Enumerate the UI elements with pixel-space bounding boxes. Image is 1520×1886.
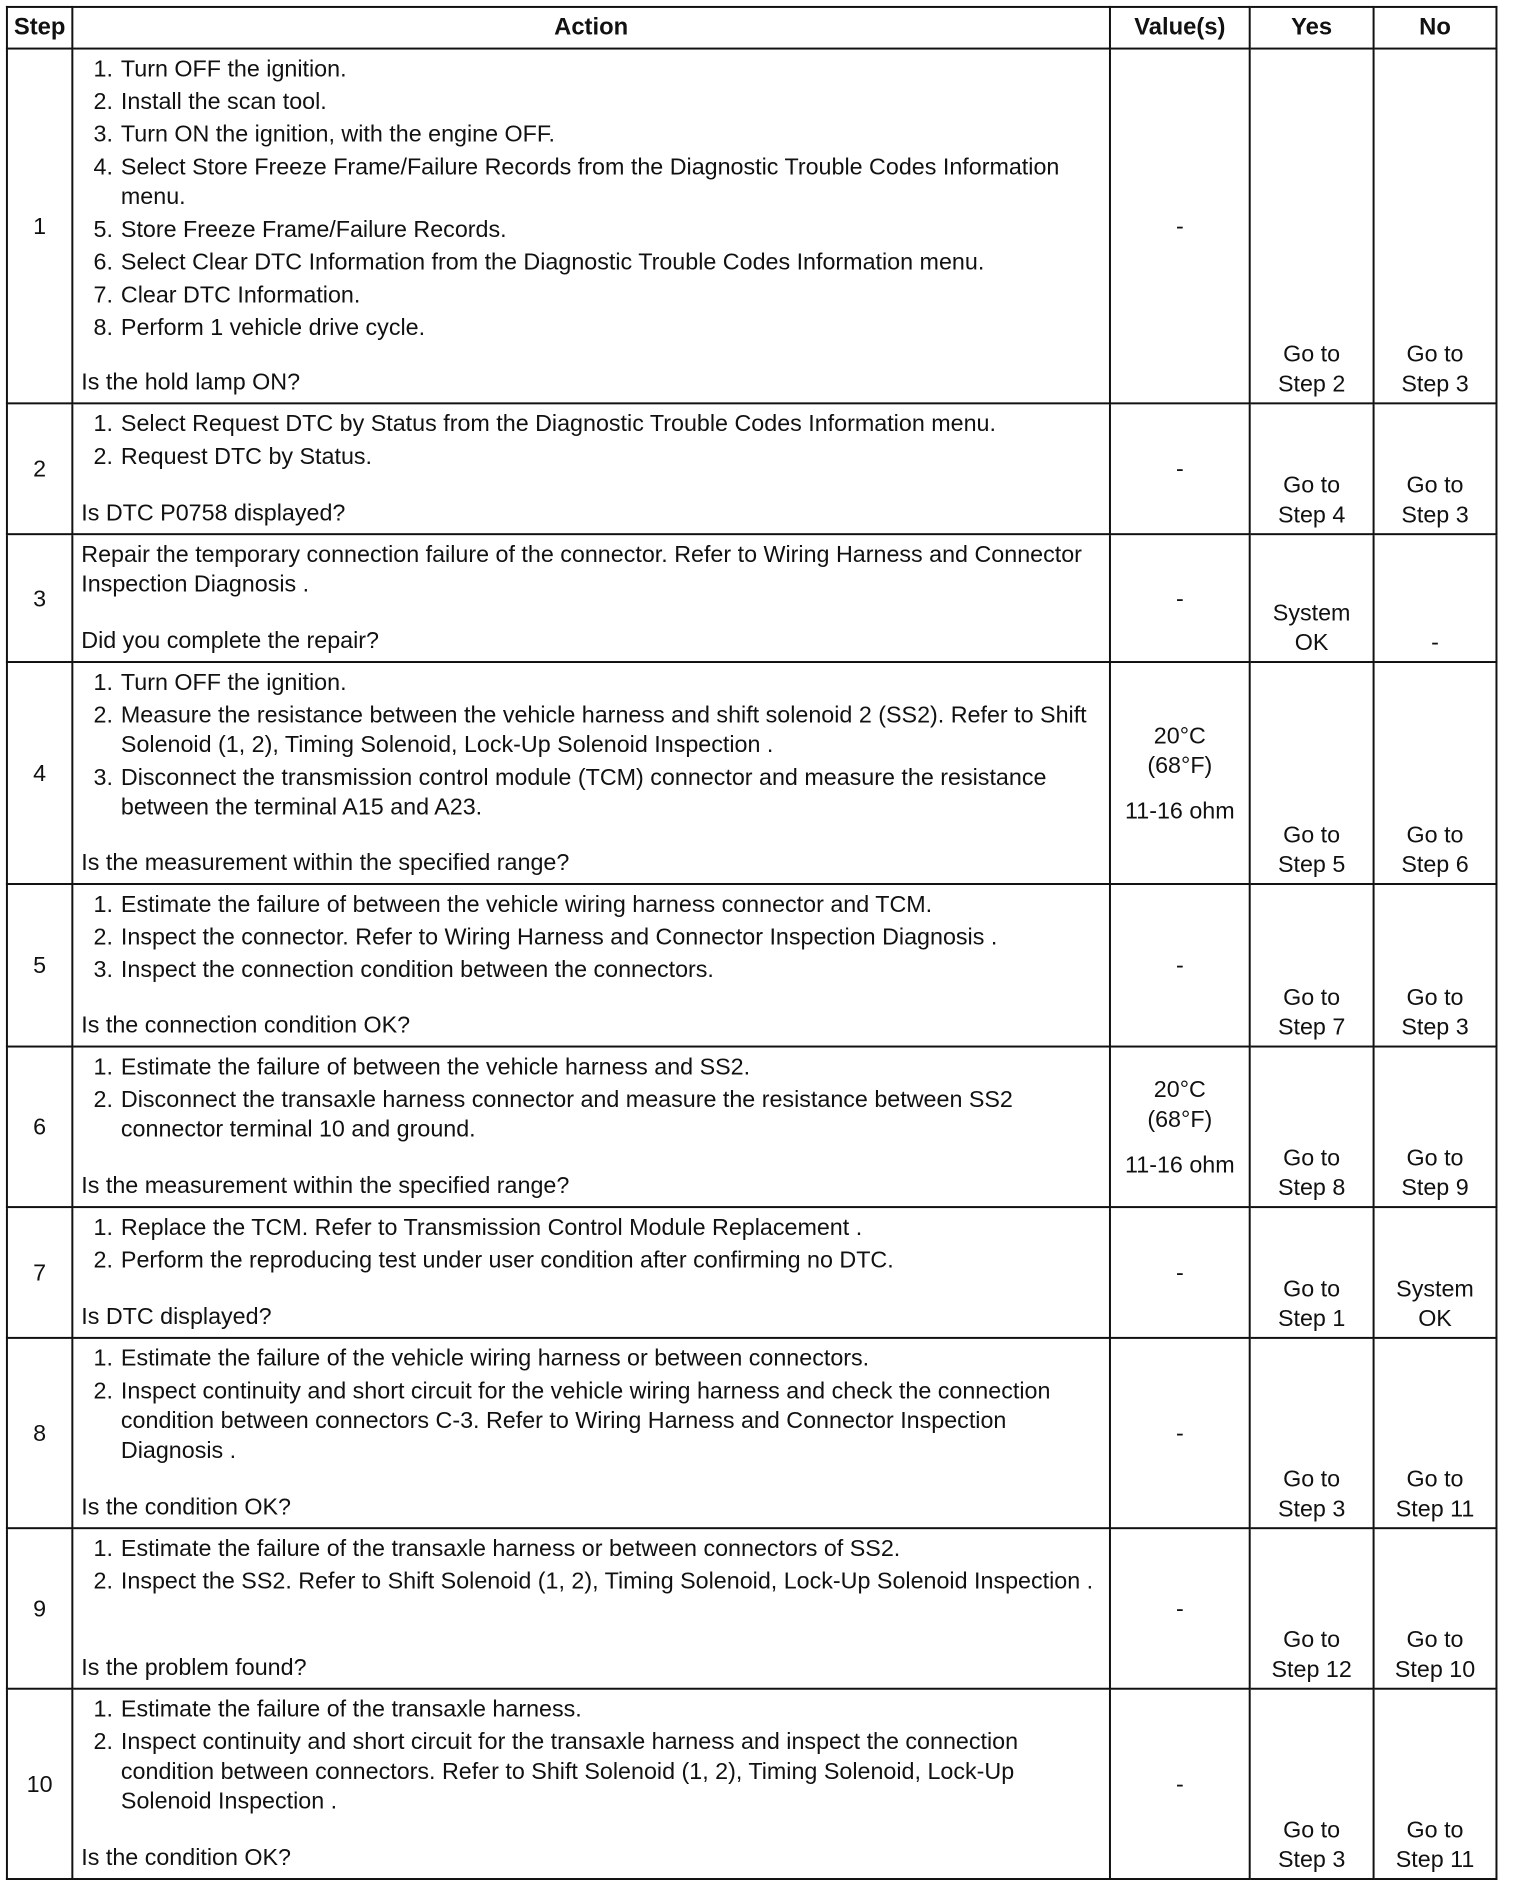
action-steps-list bbox=[81, 889, 1103, 984]
action-step bbox=[81, 441, 1103, 471]
no-line: Go to bbox=[1406, 1465, 1464, 1492]
yes-cell bbox=[1250, 662, 1374, 884]
no-line: Step 11 bbox=[1395, 1846, 1475, 1873]
action-cell bbox=[72, 1338, 1110, 1528]
action-step-text: Inspect continuity and short circuit for the vehicle wiring harness and check the connection condition between connectors C-3. Refer to Wiring Harness and Connector Inspection Diagnosis . bbox=[120, 1377, 1051, 1463]
action-step bbox=[81, 312, 1103, 342]
yes-line: Step 1 bbox=[1277, 1305, 1346, 1331]
step-number: 6 bbox=[7, 1047, 72, 1208]
no-line: OK bbox=[1418, 1305, 1452, 1331]
no-line: Step 6 bbox=[1401, 851, 1469, 878]
table-row bbox=[7, 1689, 1497, 1879]
table-row bbox=[7, 534, 1497, 662]
value-range: 11-16 ohm bbox=[1125, 797, 1235, 824]
table-row bbox=[7, 403, 1497, 534]
action-step bbox=[81, 1051, 1103, 1081]
action-question: Is the measurement within the specified range? bbox=[81, 1172, 570, 1199]
action-step-number: 6. bbox=[93, 248, 113, 275]
yes-cell bbox=[1250, 1207, 1374, 1338]
yes-line: Go to bbox=[1283, 1465, 1341, 1492]
action-cell bbox=[72, 1207, 1110, 1338]
action-question: Is the connection condition OK? bbox=[81, 1011, 411, 1038]
value-range: 11-16 ohm bbox=[1125, 1151, 1235, 1178]
action-step-text: Perform 1 vehicle drive cycle. bbox=[120, 314, 426, 340]
action-step-text: Clear DTC Information. bbox=[120, 281, 361, 308]
action-step bbox=[81, 889, 1103, 919]
action-step-number: 1. bbox=[93, 1214, 113, 1240]
yes-line: Go to bbox=[1283, 340, 1341, 367]
no-line: - bbox=[1431, 629, 1439, 656]
no-cell bbox=[1374, 1047, 1497, 1208]
value-line: 20°C bbox=[1153, 722, 1206, 749]
yes-line: Go to bbox=[1283, 471, 1341, 498]
table-row bbox=[7, 1528, 1497, 1689]
no-line: Go to bbox=[1406, 1626, 1464, 1653]
diagnostic-table bbox=[6, 6, 1498, 1880]
yes-cell bbox=[1250, 1689, 1374, 1879]
table-row bbox=[7, 1207, 1497, 1338]
table-row bbox=[7, 1047, 1497, 1208]
step-number: 2 bbox=[7, 403, 72, 534]
action-question: Is the condition OK? bbox=[81, 1493, 292, 1520]
no-line: Go to bbox=[1406, 1816, 1464, 1843]
action-step bbox=[81, 922, 1103, 952]
no-cell bbox=[1374, 49, 1497, 404]
action-step-text: Disconnect the transmission control module (TCM) connector and measure the resistance between the terminal A15 and A23. bbox=[120, 764, 1047, 820]
action-cell bbox=[72, 49, 1110, 404]
yes-cell bbox=[1250, 403, 1374, 534]
no-line: Go to bbox=[1406, 1144, 1464, 1171]
action-step bbox=[81, 1566, 1103, 1596]
action-step-text: Request DTC by Status. bbox=[120, 442, 373, 469]
action-step-number: 1. bbox=[93, 668, 113, 695]
yes-cell bbox=[1250, 884, 1374, 1047]
action-step-number: 1. bbox=[93, 1535, 113, 1561]
no-line: Step 10 bbox=[1394, 1656, 1476, 1682]
value-cell: - bbox=[1110, 1528, 1250, 1689]
header-no: No bbox=[1374, 7, 1497, 49]
action-step bbox=[81, 954, 1103, 984]
no-line: Go to bbox=[1406, 340, 1464, 367]
action-step-number: 2. bbox=[93, 701, 113, 728]
value-line: 20°C bbox=[1153, 1076, 1206, 1103]
yes-cell bbox=[1250, 49, 1374, 404]
no-cell bbox=[1374, 1207, 1497, 1338]
action-step bbox=[81, 279, 1103, 309]
action-step bbox=[81, 1245, 1103, 1275]
action-step-text: Inspect continuity and short circuit for the transaxle harness and inspect the connection condition between connectors. Refer to Shift Solenoid (1, 2), Timing Solenoid, Lock-Up Solenoid Inspection . bbox=[120, 1728, 1019, 1814]
no-line: System bbox=[1396, 1275, 1474, 1302]
no-cell bbox=[1374, 1689, 1497, 1879]
value-cell: - bbox=[1110, 1207, 1250, 1338]
yes-line: System bbox=[1272, 599, 1351, 626]
no-cell bbox=[1374, 1338, 1497, 1528]
no-line: Go to bbox=[1406, 984, 1464, 1010]
action-steps-list bbox=[81, 1051, 1103, 1143]
action-step-number: 1. bbox=[93, 55, 113, 82]
action-step-text: Store Freeze Frame/Failure Records. bbox=[120, 216, 507, 242]
action-question: Is the condition OK? bbox=[81, 1844, 292, 1871]
action-steps-list bbox=[81, 1694, 1103, 1816]
action-step bbox=[81, 1533, 1103, 1563]
action-step bbox=[81, 667, 1103, 697]
action-step-text: Perform the reproducing test under user condition after confirming no DTC. bbox=[120, 1246, 894, 1273]
action-step bbox=[81, 247, 1103, 277]
step-number: 1 bbox=[7, 49, 72, 404]
yes-line: Go to bbox=[1283, 1144, 1341, 1171]
yes-line: Step 3 bbox=[1277, 1495, 1346, 1522]
action-question: Is the hold lamp ON? bbox=[81, 368, 301, 395]
action-step bbox=[81, 1376, 1103, 1465]
action-question: Is the problem found? bbox=[81, 1654, 307, 1680]
no-line: Go to bbox=[1406, 821, 1464, 848]
action-steps-list bbox=[81, 1343, 1103, 1465]
no-cell bbox=[1374, 662, 1497, 884]
action-step-text: Estimate the failure of between the vehicle wiring harness connector and TCM. bbox=[120, 890, 933, 917]
no-cell bbox=[1374, 534, 1497, 662]
action-step-text: Disconnect the transaxle harness connector and measure the resistance between SS2 connector terminal 10 and ground. bbox=[120, 1086, 1013, 1142]
action-step-number: 2. bbox=[93, 1246, 113, 1273]
action-step-text: Turn OFF the ignition. bbox=[120, 668, 347, 695]
table-body bbox=[7, 49, 1497, 1879]
yes-cell bbox=[1250, 534, 1374, 662]
action-steps-list bbox=[81, 54, 1103, 342]
action-step-number: 7. bbox=[93, 281, 113, 308]
value-cell: - bbox=[1110, 1689, 1250, 1879]
yes-line: Go to bbox=[1283, 821, 1341, 848]
no-line: Step 11 bbox=[1395, 1495, 1475, 1522]
action-step-number: 1. bbox=[93, 1344, 113, 1371]
yes-line: Step 5 bbox=[1277, 851, 1346, 878]
yes-line: OK bbox=[1294, 629, 1329, 656]
value-cell: - bbox=[1110, 1338, 1250, 1528]
action-cell bbox=[72, 884, 1110, 1047]
value-cell bbox=[1110, 662, 1250, 884]
action-step-text: Estimate the failure of the transaxle harness. bbox=[120, 1695, 582, 1722]
action-cell bbox=[72, 1528, 1110, 1689]
action-question: Is DTC displayed? bbox=[81, 1303, 272, 1329]
action-step-number: 3. bbox=[93, 120, 113, 147]
action-step bbox=[81, 1726, 1103, 1815]
value-line: (68°F) bbox=[1147, 1105, 1213, 1132]
action-cell bbox=[72, 662, 1110, 884]
action-steps-list bbox=[81, 667, 1103, 822]
action-step-number: 2. bbox=[93, 442, 113, 469]
action-step-number: 2. bbox=[93, 88, 113, 114]
action-step-text: Inspect the connector. Refer to Wiring Harness and Connector Inspection Diagnosis . bbox=[120, 923, 998, 950]
action-step-number: 3. bbox=[93, 956, 113, 983]
value-cell: - bbox=[1110, 49, 1250, 404]
action-cell bbox=[72, 1689, 1110, 1879]
action-cell bbox=[72, 1047, 1110, 1208]
action-step-text: Replace the TCM. Refer to Transmission Control Module Replacement . bbox=[120, 1214, 863, 1240]
yes-line: Step 12 bbox=[1271, 1656, 1352, 1682]
action-steps-list bbox=[81, 1212, 1103, 1274]
action-step-text: Select Clear DTC Information from the Diagnostic Trouble Codes Information menu. bbox=[120, 248, 985, 275]
value-cell: - bbox=[1110, 884, 1250, 1047]
action-step bbox=[81, 1343, 1103, 1373]
no-line: Step 9 bbox=[1401, 1174, 1469, 1201]
action-question: Did you complete the repair? bbox=[81, 627, 380, 654]
step-number: 10 bbox=[7, 1689, 72, 1879]
action-step bbox=[81, 214, 1103, 244]
action-step bbox=[81, 408, 1103, 438]
action-steps-list bbox=[81, 408, 1103, 470]
action-step bbox=[81, 1212, 1103, 1242]
action-step bbox=[81, 119, 1103, 149]
value-cell: - bbox=[1110, 534, 1250, 662]
value-cell: - bbox=[1110, 403, 1250, 534]
no-cell bbox=[1374, 403, 1497, 534]
header-step: Step bbox=[7, 7, 72, 49]
action-step-text: Turn ON the ignition, with the engine OFF. bbox=[120, 120, 555, 147]
action-paragraph: Repair the temporary connection failure of the connector. Refer to Wiring Harness and Connector Inspection Diagnosis . bbox=[81, 541, 1082, 597]
action-step-text: Select Store Freeze Frame/Failure Records from the Diagnostic Trouble Codes Information menu. bbox=[120, 153, 1060, 210]
step-number: 4 bbox=[7, 662, 72, 884]
yes-line: Step 8 bbox=[1277, 1174, 1346, 1201]
yes-cell bbox=[1250, 1528, 1374, 1689]
yes-line: Step 4 bbox=[1277, 501, 1346, 528]
action-step bbox=[81, 1084, 1103, 1143]
step-number: 7 bbox=[7, 1207, 72, 1338]
yes-line: Step 2 bbox=[1277, 370, 1346, 397]
step-number: 8 bbox=[7, 1338, 72, 1528]
table-row bbox=[7, 662, 1497, 884]
no-cell bbox=[1374, 1528, 1497, 1689]
yes-line: Go to bbox=[1283, 984, 1341, 1010]
action-step-number: 5. bbox=[93, 216, 113, 242]
action-question: Is DTC P0758 displayed? bbox=[81, 499, 346, 526]
action-cell bbox=[72, 534, 1110, 662]
header-yes: Yes bbox=[1250, 7, 1374, 49]
yes-line: Step 3 bbox=[1277, 1846, 1346, 1873]
action-step-number: 3. bbox=[93, 764, 113, 790]
no-line: Step 3 bbox=[1401, 1013, 1469, 1040]
action-step-number: 1. bbox=[93, 1695, 113, 1722]
action-step-text: Estimate the failure of the vehicle wiring harness or between connectors. bbox=[120, 1344, 870, 1371]
action-step bbox=[81, 152, 1103, 211]
no-line: Step 3 bbox=[1401, 370, 1469, 397]
step-number: 3 bbox=[7, 534, 72, 662]
action-step-number: 1. bbox=[93, 890, 113, 917]
table-row bbox=[7, 884, 1497, 1047]
action-step-text: Estimate the failure of between the vehicle harness and SS2. bbox=[120, 1053, 751, 1080]
header-row bbox=[7, 7, 1497, 49]
action-step bbox=[81, 54, 1103, 84]
no-cell bbox=[1374, 884, 1497, 1047]
action-step bbox=[81, 1694, 1103, 1724]
action-step-text: Turn OFF the ignition. bbox=[120, 55, 347, 82]
action-step-text: Measure the resistance between the vehicle harness and shift solenoid 2 (SS2). Refer to Shift Solenoid (1, 2), Timing Solenoid, Lock-Up Solenoid Inspection . bbox=[120, 701, 1087, 758]
header-values: Value(s) bbox=[1110, 7, 1250, 49]
action-step-number: 2. bbox=[93, 1567, 113, 1594]
yes-line: Step 7 bbox=[1277, 1013, 1346, 1040]
step-number: 9 bbox=[7, 1528, 72, 1689]
action-step-text: Select Request DTC by Status from the Diagnostic Trouble Codes Information menu. bbox=[120, 410, 996, 437]
yes-line: Go to bbox=[1283, 1626, 1341, 1653]
action-step-number: 2. bbox=[93, 923, 113, 950]
yes-cell bbox=[1250, 1047, 1374, 1208]
value-line: (68°F) bbox=[1147, 752, 1213, 778]
table-row bbox=[7, 49, 1497, 404]
action-step bbox=[81, 86, 1103, 116]
action-step-text: Inspect the connection condition between the connectors. bbox=[120, 956, 714, 983]
action-step-number: 2. bbox=[93, 1377, 113, 1404]
action-step-text: Inspect the SS2. Refer to Shift Solenoid (1, 2), Timing Solenoid, Lock-Up Solenoid Inspection . bbox=[120, 1567, 1094, 1594]
table-row bbox=[7, 1338, 1497, 1528]
action-step-number: 2. bbox=[93, 1728, 113, 1755]
action-steps-list bbox=[81, 1533, 1103, 1595]
action-cell bbox=[72, 403, 1110, 534]
yes-line: Go to bbox=[1283, 1275, 1341, 1302]
action-step bbox=[81, 700, 1103, 759]
action-step bbox=[81, 762, 1103, 821]
action-step-number: 1. bbox=[93, 410, 113, 437]
action-step-number: 8. bbox=[93, 314, 113, 340]
action-question: Is the measurement within the specified range? bbox=[81, 849, 570, 876]
action-step-text: Install the scan tool. bbox=[120, 88, 327, 114]
value-cell bbox=[1110, 1047, 1250, 1208]
step-number: 5 bbox=[7, 884, 72, 1047]
action-step-text: Estimate the failure of the transaxle harness or between connectors of SS2. bbox=[120, 1535, 901, 1561]
no-line: Step 3 bbox=[1401, 501, 1469, 528]
yes-line: Go to bbox=[1283, 1816, 1341, 1843]
action-step-number: 4. bbox=[93, 153, 113, 180]
action-step-number: 1. bbox=[93, 1053, 113, 1080]
yes-cell bbox=[1250, 1338, 1374, 1528]
header-action: Action bbox=[72, 7, 1110, 49]
action-step-number: 2. bbox=[93, 1086, 113, 1112]
no-line: Go to bbox=[1406, 471, 1464, 498]
